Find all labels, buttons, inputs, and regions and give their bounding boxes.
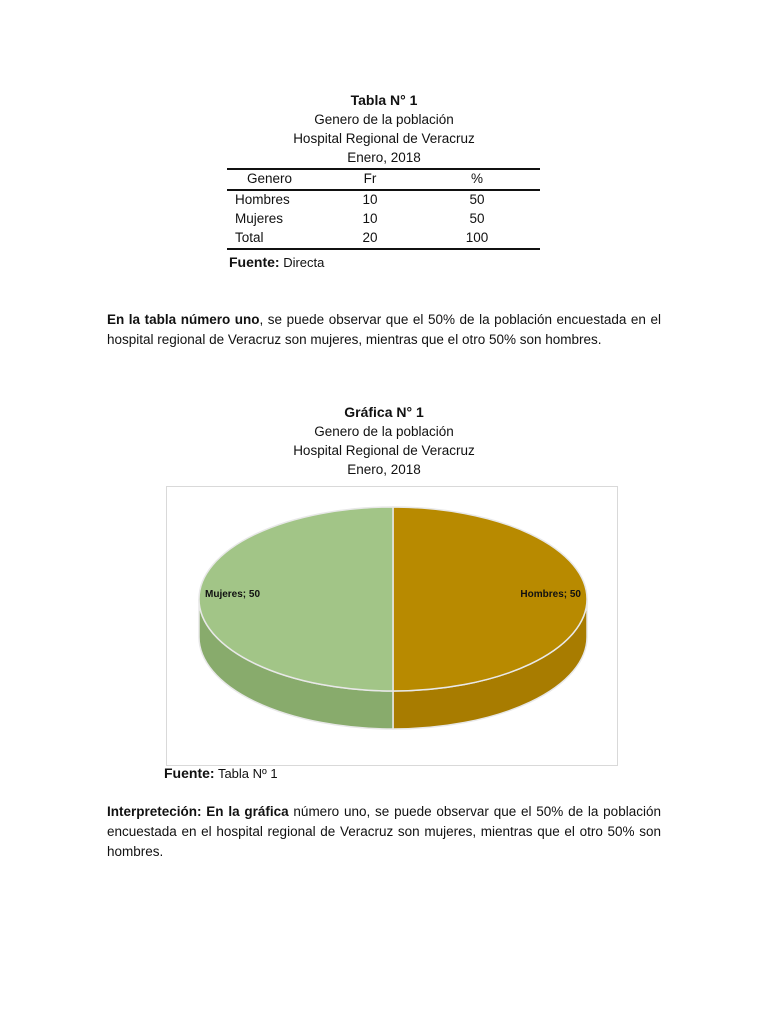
pie-chart — [167, 487, 617, 765]
table-title: Tabla N° 1 — [350, 92, 418, 108]
table-header-row — [227, 170, 540, 189]
graph-subtitle-2: Hospital Regional de Veracruz — [293, 443, 475, 458]
cell-fr: 10 — [362, 191, 378, 207]
table-subtitle-3: Enero, 2018 — [347, 150, 421, 165]
cell-percent: 100 — [465, 229, 489, 245]
table-subtitle-1: Genero de la población — [314, 112, 454, 127]
table-source — [229, 254, 324, 270]
cell-genero: Mujeres — [235, 210, 284, 226]
paragraph-table-bold: En la tabla número uno — [107, 312, 260, 327]
paragraph-graph — [107, 802, 661, 862]
pie-chart-frame — [166, 486, 618, 766]
table-row — [227, 229, 540, 248]
cell-genero: Hombres — [235, 191, 290, 207]
paragraph-table-text: , se puede observar que el 50% de la población encuestada en el hospital regional de Veracruz son mujeres, mientras que el otro 50% son hombres. — [107, 312, 661, 347]
table-source-label: Fuente: — [229, 254, 280, 270]
pie-label-mujeres: Mujeres; 50 — [205, 589, 261, 600]
table-source-value: Directa — [283, 255, 325, 270]
table-subtitle-2: Hospital Regional de Veracruz — [293, 131, 475, 146]
cell-genero: Total — [235, 229, 264, 245]
graph-subtitle-1: Genero de la población — [314, 424, 454, 439]
header-percent: % — [470, 171, 483, 186]
graph-title: Gráfica N° 1 — [344, 404, 424, 420]
graph-source — [164, 765, 278, 781]
cell-fr: 20 — [362, 229, 378, 245]
graph-subtitle-3: Enero, 2018 — [347, 462, 421, 477]
pie-label-hombres: Hombres; 50 — [520, 589, 581, 600]
graph-source-label: Fuente: — [164, 765, 215, 781]
data-table — [227, 168, 540, 250]
cell-fr: 10 — [362, 210, 378, 226]
paragraph-graph-bold-2: En la gráfica — [206, 804, 289, 819]
cell-percent: 50 — [469, 210, 485, 226]
paragraph-graph-bold-1: Interpreteción: — [107, 804, 202, 819]
table-row — [227, 210, 540, 229]
table-row — [227, 191, 540, 210]
header-genero: Genero — [247, 171, 293, 186]
paragraph-graph-text: número uno, se puede observar que el 50% de la población encuestada en el hospital regional de Veracruz son mujeres, mientras que el otro 50% son hombres. — [107, 804, 661, 859]
table-bottom-rule — [227, 248, 540, 250]
header-fr: Fr — [363, 171, 377, 186]
graph-source-value: Tabla Nº 1 — [217, 766, 278, 781]
cell-percent: 50 — [469, 191, 485, 207]
paragraph-table — [107, 310, 661, 350]
